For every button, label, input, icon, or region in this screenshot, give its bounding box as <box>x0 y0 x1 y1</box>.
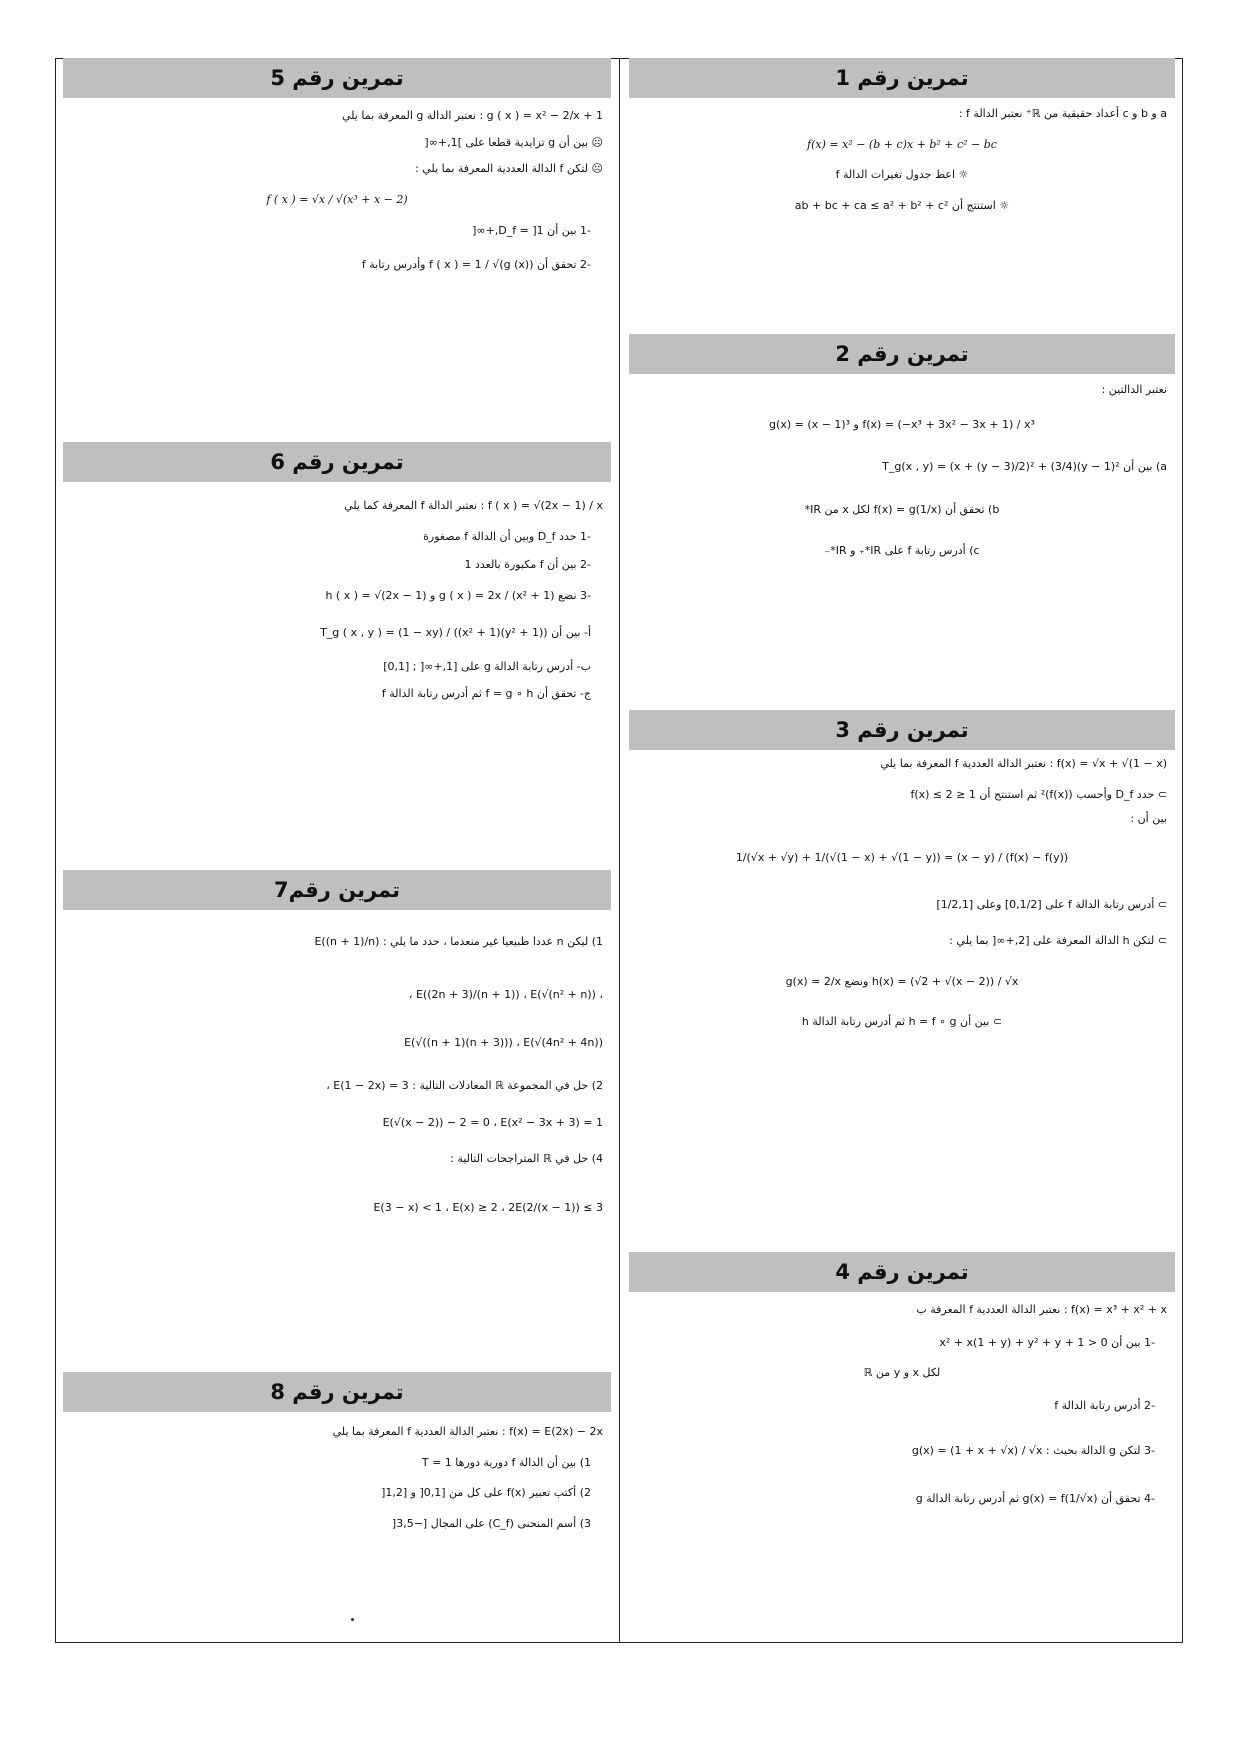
ex6-line-4: -3 نضع g ( x ) = 2x / (x² + 1) و h ( x ) = √(2x − 1) <box>325 588 591 602</box>
ex5-line-1: g ( x ) = x² − 2/x + 1 : نعتبر الدالة g المعرفة بما يلي <box>341 109 603 122</box>
ex6-line-3: -2 بين أن f مكبورة بالعدد 1 <box>464 558 591 572</box>
ex3-line-3: بين أن : <box>1130 812 1167 826</box>
ex3-line-1: f(x) = √x + √(1 − x) : نعتبر الدالة العددية f المعرفة بما يلي <box>880 757 1167 770</box>
left-column <box>55 58 619 1643</box>
exercise-7 <box>63 870 611 1214</box>
exercise-8-title: تمرين رقم 8 <box>63 1372 611 1412</box>
ex8-line-4: 3) أسم المنحنى (C_f) على المجال [−3,5[ <box>391 1516 591 1530</box>
ex7-line-6: 4) حل في ℝ المتراجحات التالية : <box>450 1152 603 1166</box>
ex2-line-1: نعتبر الدالتين : <box>1101 383 1167 396</box>
ex7-line-5: E(√(x − 2)) − 2 = 0 ، E(x² − 3x + 3) = 1 <box>382 1115 603 1129</box>
ex6-line-5: أ- بين أن T_g ( x , y ) = (1 − xy) / ((x² + 1)(y² + 1)) <box>320 625 591 639</box>
ex6-line-2: -1 حدد D_f وبين أن الدالة f مصغورة <box>423 529 591 543</box>
ex6-line-7: ج- تحقق أن f = g ∘ h ثم أدرس رتابة الدالة f <box>381 686 591 700</box>
exercise-1 <box>629 58 1175 213</box>
ex6-line-1: f ( x ) = √(2x − 1) / x : نعتبر الدالة f المعرفة كما يلي <box>344 499 603 512</box>
exercise-2 <box>629 334 1175 557</box>
exercise-7-title: تمرين رقم7 <box>63 870 611 910</box>
ex1-line-4: ☼ استنتج أن ab + bc + ca ≤ a² + b² + c² <box>794 198 1010 212</box>
ex1-line-1: a و b و c أعداد حقيقية من ℝ⁺ نعتبر الدالة f : <box>958 107 1167 120</box>
ex8-line-1: f(x) = E(2x) − 2x : نعتبر الدالة العددية f المعرفة بما يلي <box>332 1425 603 1438</box>
ex2-line-4: b) تحقق أن f(x) = g(1/x) لكل x من IR* <box>804 502 1000 516</box>
ex5-line-4: f ( x ) = √x / √(x³ + x − 2) <box>266 192 408 206</box>
ex7-line-4: 2) حل في المجموعة ℝ المعادلات التالية : E(1 − 2x) = 3 ، <box>326 1078 603 1092</box>
exercise-3 <box>629 710 1175 1029</box>
exercise-4 <box>629 1252 1175 1506</box>
ex3-line-7: h(x) = (√2 + √(x − 2)) / √x ونضع g(x) = 2/x <box>785 974 1019 988</box>
ex8-line-3: 2) أكتب تعبير f(x) على كل من [0,1[ و [1,2[ <box>381 1486 591 1500</box>
ex7-line-3: E(√((n + 1)(n + 3))) ، E(√(4n² + 4n)) <box>404 1036 603 1050</box>
ex4-line-3: لكل x و y من ℝ <box>863 1366 941 1380</box>
ex5-line-5: -1 بين أن D_f = ]1,+∞[ <box>472 223 591 237</box>
exercise-5-title: تمرين رقم 5 <box>63 58 611 98</box>
right-column <box>621 58 1183 1643</box>
exercise-4-title: تمرين رقم 4 <box>629 1252 1175 1292</box>
ex7-line-7: E(3 − x) < 1 ، E(x) ≥ 2 ، 2E(2/(x − 1)) ≤ 3 <box>373 1200 603 1214</box>
ex8-line-2: 1) بين أن الدالة f دورية دورها T = 1 <box>421 1455 591 1469</box>
ex2-line-3: a) بين أن T_g(x , y) = (x + (y − 3)/2)² + (3/4)(y − 1)² <box>882 460 1167 474</box>
ex7-line-2: ، E((2n + 3)/(n + 1)) ، E(√(n² + n)) ، <box>408 987 603 1001</box>
exercise-5 <box>63 58 611 272</box>
ex4-line-5: -3 لتكن g الدالة بحيث : g(x) = (1 + x + √x) / √x <box>911 1443 1155 1457</box>
exercise-8 <box>63 1372 611 1531</box>
ex5-line-2: ☹ بين أن g تزايدية قطعا على ]1,+∞[ <box>424 135 603 149</box>
column-divider <box>619 58 620 1643</box>
ex6-line-6: ب- أدرس رتابة الدالة g على [1,+∞[ ; [0,1] <box>383 660 591 674</box>
exercise-6-title: تمرين رقم 6 <box>63 442 611 482</box>
ex4-line-6: -4 تحقق أن g(x) = f(1/√x) ثم أدرس رتابة الدالة g <box>915 1492 1155 1506</box>
ex5-line-3: ☹ لتكن f الدالة العددية المعرفة بما يلي : <box>415 162 603 176</box>
ex1-line-3: ☼ اعط جدول تغيرات الدالة f <box>835 168 969 182</box>
ex4-line-1: f(x) = x³ + x² + x : نعتبر الدالة العددية f المعرفة ب <box>916 1303 1167 1316</box>
exercise-6 <box>63 442 611 700</box>
ex2-line-5: c) أدرس رتابة f على IR*₊ و IR*₋ <box>824 543 980 557</box>
exercise-2-title: تمرين رقم 2 <box>629 334 1175 374</box>
ex3-line-6: ⊃ لتكن h الدالة المعرفة على [2,+∞[ بما يلي : <box>949 934 1167 948</box>
ex4-line-4: -2 أدرس رتابة الدالة f <box>1054 1398 1155 1412</box>
ex3-line-5: ⊃ أدرس رتابة الدالة f على [0,1/2] وعلى [1/2,1] <box>936 897 1167 911</box>
ex4-line-2: -1 بين أن x² + x(1 + y) + y² + y + 1 > 0 <box>939 1335 1155 1349</box>
stray-dot <box>351 1618 354 1621</box>
exercise-1-title: تمرين رقم 1 <box>629 58 1175 98</box>
ex3-line-4: (f(x) − f(y)) / (x − y) = 1/(√x + √y) + 1/(√(1 − x) + √(1 − y)) <box>735 850 1069 864</box>
ex3-line-8: ⊃ بين أن h = f ∘ g ثم أدرس رتابة الدالة h <box>801 1015 1003 1029</box>
exercise-3-title: تمرين رقم 3 <box>629 710 1175 750</box>
ex5-line-6: -2 تحقق أن f ( x ) = 1 / √(g (x)) وأدرس رتابة f <box>361 258 591 272</box>
ex3-line-2: ⊃ حدد D_f وأحسب (f(x))² ثم استنتج أن 1 ≤ f(x) ≤ 2 <box>910 787 1167 801</box>
ex1-line-2: f(x) = x² − (b + c)x + b² + c² − bc <box>807 137 997 151</box>
ex7-line-1: 1) ليكن n عددا طبيعيا غير منعدما ، حدد ما يلي : E((n + 1)/n) <box>314 935 603 948</box>
ex2-line-2: f(x) = (−x³ + 3x² − 3x + 1) / x³ و g(x) = (x − 1)³ <box>769 417 1035 431</box>
